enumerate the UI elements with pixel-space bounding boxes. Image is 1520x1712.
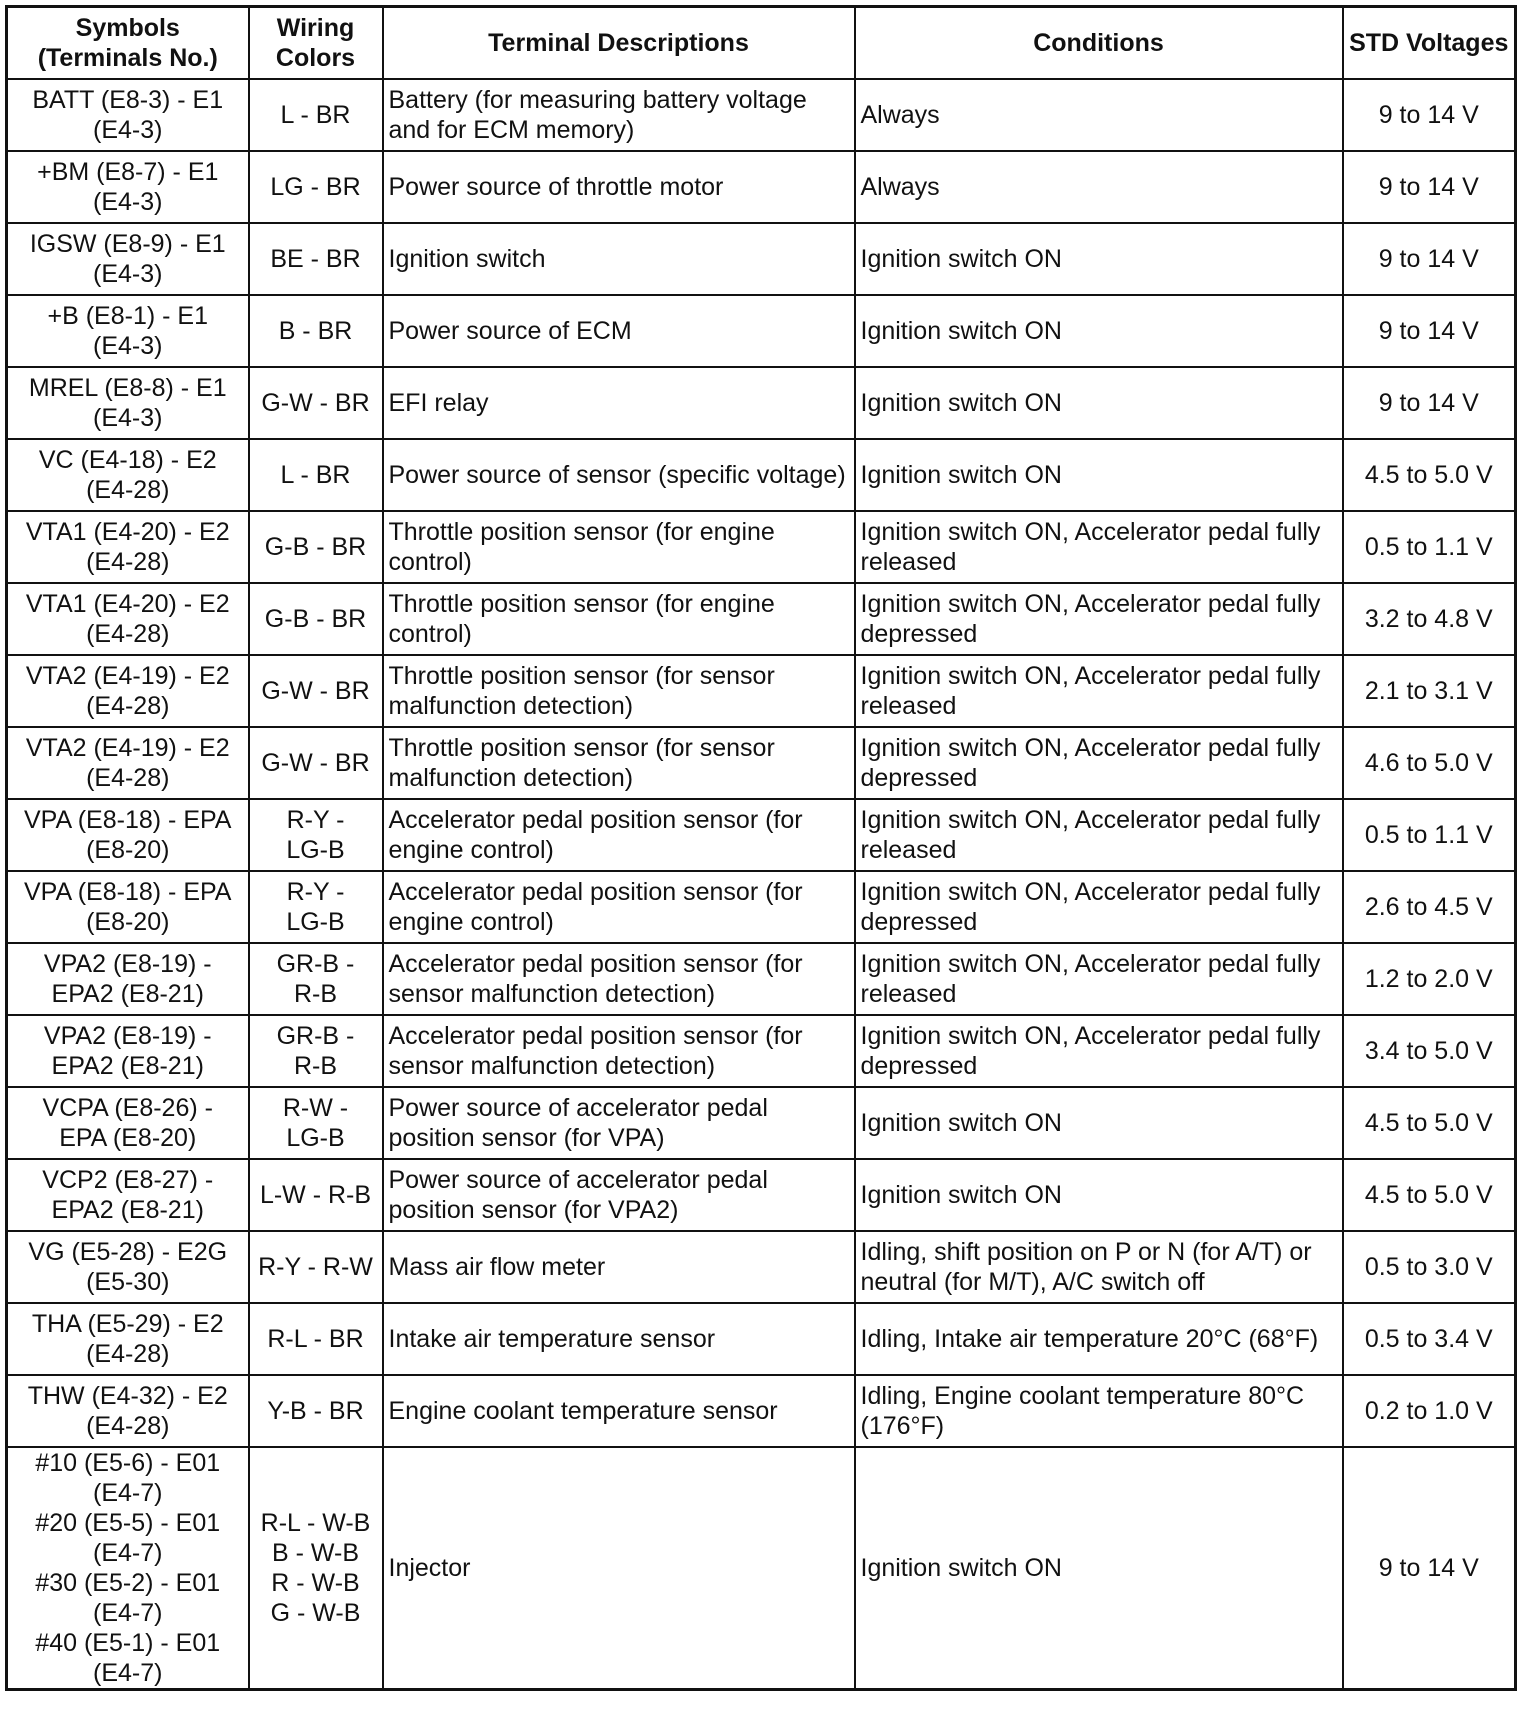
text-line: Ignition switch ON, Accelerator pedal fully xyxy=(860,590,1321,618)
cell-wiring-colors xyxy=(249,511,383,583)
text-line: THA (E5-29) - E2 xyxy=(31,1310,224,1338)
table-row xyxy=(7,943,1516,1015)
text-line: R-B xyxy=(293,980,338,1008)
cell-conditions xyxy=(855,1303,1343,1375)
cell-wiring-colors xyxy=(249,799,383,871)
text-line: (E4-28) xyxy=(86,620,170,648)
cell-symbols xyxy=(7,1447,249,1690)
cell-symbols xyxy=(7,583,249,655)
text-line: R - W-B xyxy=(271,1569,360,1597)
text-line: (E4-28) xyxy=(86,1340,170,1368)
text-line: +BM (E8-7) - E1 xyxy=(37,158,219,186)
text-line: Injector xyxy=(388,1554,471,1582)
table-row xyxy=(7,1375,1516,1447)
table-row xyxy=(7,295,1516,367)
text-line: G-B - BR xyxy=(264,533,367,561)
text-line: Always xyxy=(860,101,940,129)
cell-symbols xyxy=(7,223,249,295)
cell-wiring-colors xyxy=(249,223,383,295)
text-line: #40 (E5-1) - E01 xyxy=(35,1629,221,1657)
ecm-terminal-table xyxy=(5,5,1517,1691)
cell-std-voltage xyxy=(1343,655,1516,727)
text-line: R-Y - xyxy=(286,806,345,834)
text-line: R-L - W-B xyxy=(260,1509,371,1537)
text-line: 4.5 to 5.0 V xyxy=(1364,461,1493,489)
cell-symbols xyxy=(7,1087,249,1159)
cell-symbols xyxy=(7,79,249,151)
table-row xyxy=(7,223,1516,295)
cell-terminal-description xyxy=(383,583,855,655)
text-line: (E4-7) xyxy=(93,1599,163,1627)
text-line: Mass air flow meter xyxy=(388,1253,606,1281)
cell-conditions xyxy=(855,1015,1343,1087)
text-line: GR-B - xyxy=(276,1022,355,1050)
text-line: 9 to 14 V xyxy=(1378,245,1479,273)
cell-std-voltage xyxy=(1343,511,1516,583)
text-line: Throttle position sensor (for sensor xyxy=(388,734,775,762)
text-line: sensor malfunction detection) xyxy=(388,980,716,1008)
cell-symbols xyxy=(7,511,249,583)
cell-conditions xyxy=(855,799,1343,871)
text-line: Ignition switch ON, Accelerator pedal fully xyxy=(860,662,1321,690)
text-line: (E4-28) xyxy=(86,692,170,720)
text-line: malfunction detection) xyxy=(388,764,634,792)
text-line: (176°F) xyxy=(860,1412,945,1440)
cell-symbols xyxy=(7,655,249,727)
text-line: 0.5 to 1.1 V xyxy=(1364,821,1493,849)
cell-terminal-description xyxy=(383,943,855,1015)
text-line: EPA2 (E8-21) xyxy=(51,1196,204,1224)
cell-symbols xyxy=(7,871,249,943)
cell-std-voltage xyxy=(1343,367,1516,439)
table-row xyxy=(7,1447,1516,1690)
text-line: BE - BR xyxy=(270,245,361,273)
cell-conditions xyxy=(855,1231,1343,1303)
text-line: (E4-3) xyxy=(93,332,163,360)
cell-symbols xyxy=(7,439,249,511)
text-line: (E8-20) xyxy=(86,908,170,936)
text-line: VG (E5-28) - E2G xyxy=(28,1238,228,1266)
text-line: Ignition switch ON xyxy=(860,461,1062,489)
cell-wiring-colors xyxy=(249,1447,383,1690)
text-line: G-W - BR xyxy=(261,677,370,705)
text-line: Idling, shift position on P or N (for A/T) or xyxy=(860,1238,1312,1266)
cell-symbols xyxy=(7,1159,249,1231)
cell-std-voltage xyxy=(1343,79,1516,151)
cell-terminal-description xyxy=(383,799,855,871)
text-line: G-W - BR xyxy=(261,389,370,417)
text-line: (Terminals No.) xyxy=(37,44,218,72)
text-line: depressed xyxy=(860,764,978,792)
text-line: 4.5 to 5.0 V xyxy=(1364,1109,1493,1137)
cell-conditions xyxy=(855,1375,1343,1447)
text-line: 9 to 14 V xyxy=(1378,389,1479,417)
text-line: Idling, Intake air temperature 20°C (68°F) xyxy=(860,1325,1319,1353)
text-line: (E4-3) xyxy=(93,260,163,288)
cell-wiring-colors xyxy=(249,79,383,151)
text-line: Ignition switch xyxy=(388,245,546,273)
text-line: (E4-28) xyxy=(86,764,170,792)
text-line: VCPA (E8-26) - xyxy=(42,1094,213,1122)
text-line: Accelerator pedal position sensor (for xyxy=(388,878,803,906)
text-line: (E4-28) xyxy=(86,548,170,576)
text-line: #20 (E5-5) - E01 xyxy=(35,1509,221,1537)
text-line: Ignition switch ON xyxy=(860,245,1062,273)
text-line: Y-B - BR xyxy=(267,1397,364,1425)
cell-wiring-colors xyxy=(249,1303,383,1375)
text-line: sensor malfunction detection) xyxy=(388,1052,716,1080)
text-line: MREL (E8-8) - E1 xyxy=(28,374,227,402)
cell-std-voltage xyxy=(1343,439,1516,511)
cell-symbols xyxy=(7,1231,249,1303)
text-line: L-W - R-B xyxy=(259,1181,372,1209)
cell-terminal-description xyxy=(383,1375,855,1447)
table-row xyxy=(7,439,1516,511)
text-line: (E4-3) xyxy=(93,116,163,144)
text-line: THW (E4-32) - E2 xyxy=(27,1382,228,1410)
table-row xyxy=(7,1303,1516,1375)
header-wiring-colors xyxy=(249,7,383,80)
cell-symbols xyxy=(7,151,249,223)
text-line: VC (E4-18) - E2 xyxy=(38,446,217,474)
text-line: 3.2 to 4.8 V xyxy=(1364,605,1493,633)
text-line: Ignition switch ON, Accelerator pedal fully xyxy=(860,806,1321,834)
text-line: Throttle position sensor (for engine xyxy=(388,518,775,546)
text-line: Ignition switch ON, Accelerator pedal fully xyxy=(860,950,1321,978)
text-line: VTA2 (E4-19) - E2 xyxy=(25,734,230,762)
text-line: Ignition switch ON, Accelerator pedal fully xyxy=(860,734,1321,762)
text-line: 3.4 to 5.0 V xyxy=(1364,1037,1493,1065)
cell-terminal-description xyxy=(383,1303,855,1375)
cell-terminal-description xyxy=(383,727,855,799)
cell-terminal-description xyxy=(383,1087,855,1159)
cell-conditions xyxy=(855,871,1343,943)
text-line: #30 (E5-2) - E01 xyxy=(35,1569,221,1597)
table-row xyxy=(7,367,1516,439)
header-symbols xyxy=(7,7,249,80)
text-line: 0.5 to 3.0 V xyxy=(1364,1253,1493,1281)
text-line: VTA1 (E4-20) - E2 xyxy=(25,518,230,546)
cell-terminal-description xyxy=(383,511,855,583)
text-line: (E4-3) xyxy=(93,188,163,216)
cell-terminal-description xyxy=(383,79,855,151)
cell-wiring-colors xyxy=(249,1015,383,1087)
text-line: depressed xyxy=(860,620,978,648)
cell-terminal-description xyxy=(383,223,855,295)
text-line: (E4-3) xyxy=(93,404,163,432)
text-line: VPA (E8-18) - EPA xyxy=(24,806,232,834)
cell-wiring-colors xyxy=(249,295,383,367)
cell-conditions xyxy=(855,79,1343,151)
text-line: IGSW (E8-9) - E1 xyxy=(29,230,226,258)
text-line: R-B xyxy=(293,1052,338,1080)
text-line: (E4-7) xyxy=(93,1539,163,1567)
text-line: L - BR xyxy=(280,101,351,129)
cell-std-voltage xyxy=(1343,871,1516,943)
text-line: 2.1 to 3.1 V xyxy=(1364,677,1493,705)
cell-wiring-colors xyxy=(249,151,383,223)
text-line: and for ECM memory) xyxy=(388,116,635,144)
text-line: Ignition switch ON xyxy=(860,1181,1062,1209)
table-row xyxy=(7,1159,1516,1231)
text-line: 0.5 to 3.4 V xyxy=(1364,1325,1493,1353)
text-line: Throttle position sensor (for sensor xyxy=(388,662,775,690)
cell-terminal-description xyxy=(383,151,855,223)
text-line: EPA (E8-20) xyxy=(59,1124,197,1152)
text-line: Engine coolant temperature sensor xyxy=(388,1397,778,1425)
text-line: depressed xyxy=(860,908,978,936)
header-terminal-descriptions xyxy=(383,7,855,80)
table-row xyxy=(7,727,1516,799)
cell-std-voltage xyxy=(1343,1447,1516,1690)
cell-wiring-colors xyxy=(249,727,383,799)
cell-conditions xyxy=(855,583,1343,655)
cell-conditions xyxy=(855,1087,1343,1159)
cell-conditions xyxy=(855,511,1343,583)
text-line: VPA (E8-18) - EPA xyxy=(24,878,232,906)
text-line: BATT (E8-3) - E1 xyxy=(32,86,224,114)
cell-wiring-colors xyxy=(249,1159,383,1231)
text-line: (E4-28) xyxy=(86,476,170,504)
table-body xyxy=(7,79,1516,1690)
text-line: Terminal Descriptions xyxy=(488,29,749,57)
cell-terminal-description xyxy=(383,871,855,943)
text-line: G-W - BR xyxy=(261,749,370,777)
text-line: VTA1 (E4-20) - E2 xyxy=(25,590,230,618)
cell-std-voltage xyxy=(1343,151,1516,223)
cell-terminal-description xyxy=(383,367,855,439)
text-line: 9 to 14 V xyxy=(1378,1554,1479,1582)
table-row xyxy=(7,1231,1516,1303)
text-line: R-W - xyxy=(282,1094,349,1122)
text-line: STD Voltages xyxy=(1349,29,1509,57)
cell-wiring-colors xyxy=(249,1231,383,1303)
text-line: (E8-20) xyxy=(86,836,170,864)
cell-symbols xyxy=(7,1015,249,1087)
cell-terminal-description xyxy=(383,295,855,367)
cell-std-voltage xyxy=(1343,295,1516,367)
text-line: EPA2 (E8-21) xyxy=(51,1052,204,1080)
cell-std-voltage xyxy=(1343,583,1516,655)
cell-conditions xyxy=(855,655,1343,727)
text-line: 4.6 to 5.0 V xyxy=(1364,749,1493,777)
cell-symbols xyxy=(7,1375,249,1447)
text-line: VPA2 (E8-19) - xyxy=(43,950,212,978)
table-row xyxy=(7,1087,1516,1159)
table-row xyxy=(7,655,1516,727)
cell-symbols xyxy=(7,799,249,871)
text-line: Accelerator pedal position sensor (for xyxy=(388,950,803,978)
cell-std-voltage xyxy=(1343,799,1516,871)
terminal-table-page xyxy=(5,5,1517,1691)
cell-std-voltage xyxy=(1343,727,1516,799)
header-conditions xyxy=(855,7,1343,80)
cell-terminal-description xyxy=(383,655,855,727)
text-line: G - W-B xyxy=(270,1599,361,1627)
cell-std-voltage xyxy=(1343,1303,1516,1375)
table-row xyxy=(7,79,1516,151)
text-line: G-B - BR xyxy=(264,605,367,633)
text-line: engine control) xyxy=(388,836,554,864)
text-line: LG-B xyxy=(286,836,345,864)
cell-terminal-description xyxy=(383,1231,855,1303)
table-row xyxy=(7,583,1516,655)
table-row xyxy=(7,1015,1516,1087)
text-line: GR-B - xyxy=(276,950,355,978)
header-row xyxy=(7,7,1516,80)
text-line: Ignition switch ON, Accelerator pedal fully xyxy=(860,518,1321,546)
cell-conditions xyxy=(855,943,1343,1015)
cell-terminal-description xyxy=(383,1447,855,1690)
text-line: Ignition switch ON xyxy=(860,1554,1062,1582)
cell-symbols xyxy=(7,1303,249,1375)
text-line: Accelerator pedal position sensor (for xyxy=(388,1022,803,1050)
cell-conditions xyxy=(855,295,1343,367)
text-line: R-Y - R-W xyxy=(258,1253,373,1281)
text-line: (E4-7) xyxy=(93,1659,163,1687)
text-line: Conditions xyxy=(1033,29,1164,57)
text-line: EPA2 (E8-21) xyxy=(51,980,204,1008)
cell-std-voltage xyxy=(1343,1159,1516,1231)
cell-symbols xyxy=(7,727,249,799)
text-line: Idling, Engine coolant temperature 80°C xyxy=(860,1382,1305,1410)
cell-std-voltage xyxy=(1343,1231,1516,1303)
cell-terminal-description xyxy=(383,439,855,511)
text-line: Power source of ECM xyxy=(388,317,632,345)
text-line: control) xyxy=(388,620,472,648)
text-line: Ignition switch ON, Accelerator pedal fully xyxy=(860,1022,1321,1050)
text-line: EFI relay xyxy=(388,389,489,417)
text-line: Power source of accelerator pedal xyxy=(388,1166,768,1194)
text-line: Ignition switch ON xyxy=(860,389,1062,417)
text-line: VTA2 (E4-19) - E2 xyxy=(25,662,230,690)
text-line: released xyxy=(860,980,957,1008)
cell-conditions xyxy=(855,727,1343,799)
text-line: Wiring xyxy=(276,14,355,42)
text-line: LG-B xyxy=(286,908,345,936)
text-line: 9 to 14 V xyxy=(1378,101,1479,129)
cell-std-voltage xyxy=(1343,223,1516,295)
cell-symbols xyxy=(7,367,249,439)
text-line: Battery (for measuring battery voltage xyxy=(388,86,807,114)
cell-wiring-colors xyxy=(249,583,383,655)
table-row xyxy=(7,511,1516,583)
cell-std-voltage xyxy=(1343,1375,1516,1447)
cell-std-voltage xyxy=(1343,1087,1516,1159)
text-line: LG-B xyxy=(286,1124,345,1152)
text-line: R-L - BR xyxy=(267,1325,364,1353)
text-line: Throttle position sensor (for engine xyxy=(388,590,775,618)
text-line: L - BR xyxy=(280,461,351,489)
cell-wiring-colors xyxy=(249,367,383,439)
text-line: Power source of accelerator pedal xyxy=(388,1094,768,1122)
table-row xyxy=(7,799,1516,871)
cell-wiring-colors xyxy=(249,871,383,943)
text-line: depressed xyxy=(860,1052,978,1080)
text-line: released xyxy=(860,692,957,720)
text-line: malfunction detection) xyxy=(388,692,634,720)
text-line: 0.5 to 1.1 V xyxy=(1364,533,1493,561)
cell-wiring-colors xyxy=(249,1375,383,1447)
text-line: 1.2 to 2.0 V xyxy=(1364,965,1493,993)
text-line: (E4-28) xyxy=(86,1412,170,1440)
text-line: R-Y - xyxy=(286,878,345,906)
cell-symbols xyxy=(7,943,249,1015)
text-line: Power source of throttle motor xyxy=(388,173,724,201)
table-row xyxy=(7,871,1516,943)
text-line: B - BR xyxy=(278,317,353,345)
text-line: #10 (E5-6) - E01 xyxy=(35,1449,221,1477)
text-line: VPA2 (E8-19) - xyxy=(43,1022,212,1050)
text-line: B - W-B xyxy=(271,1539,360,1567)
cell-conditions xyxy=(855,1447,1343,1690)
text-line: position sensor (for VPA) xyxy=(388,1124,665,1152)
cell-wiring-colors xyxy=(249,439,383,511)
text-line: 0.2 to 1.0 V xyxy=(1364,1397,1493,1425)
text-line: neutral (for M/T), A/C switch off xyxy=(860,1268,1205,1296)
text-line: Symbols xyxy=(75,14,180,42)
cell-conditions xyxy=(855,1159,1343,1231)
text-line: Power source of sensor (specific voltage) xyxy=(388,461,846,489)
text-line: 2.6 to 4.5 V xyxy=(1364,893,1493,921)
header-std-voltages xyxy=(1343,7,1516,80)
cell-wiring-colors xyxy=(249,1087,383,1159)
cell-wiring-colors xyxy=(249,655,383,727)
cell-wiring-colors xyxy=(249,943,383,1015)
text-line: Ignition switch ON, Accelerator pedal fully xyxy=(860,878,1321,906)
cell-terminal-description xyxy=(383,1015,855,1087)
text-line: 9 to 14 V xyxy=(1378,173,1479,201)
text-line: engine control) xyxy=(388,908,554,936)
text-line: +B (E8-1) - E1 xyxy=(47,302,208,330)
text-line: released xyxy=(860,548,957,576)
text-line: LG - BR xyxy=(270,173,361,201)
cell-conditions xyxy=(855,151,1343,223)
cell-std-voltage xyxy=(1343,943,1516,1015)
text-line: VCP2 (E8-27) - xyxy=(42,1166,214,1194)
cell-conditions xyxy=(855,223,1343,295)
cell-symbols xyxy=(7,295,249,367)
text-line: Ignition switch ON xyxy=(860,317,1062,345)
cell-conditions xyxy=(855,439,1343,511)
text-line: 4.5 to 5.0 V xyxy=(1364,1181,1493,1209)
cell-conditions xyxy=(855,367,1343,439)
text-line: Colors xyxy=(275,44,356,72)
text-line: position sensor (for VPA2) xyxy=(388,1196,679,1224)
cell-std-voltage xyxy=(1343,1015,1516,1087)
cell-terminal-description xyxy=(383,1159,855,1231)
table-row xyxy=(7,151,1516,223)
text-line: Intake air temperature sensor xyxy=(388,1325,716,1353)
text-line: (E5-30) xyxy=(86,1268,170,1296)
text-line: Ignition switch ON xyxy=(860,1109,1062,1137)
text-line: Accelerator pedal position sensor (for xyxy=(388,806,803,834)
text-line: (E4-7) xyxy=(93,1479,163,1507)
text-line: Always xyxy=(860,173,940,201)
text-line: control) xyxy=(388,548,472,576)
text-line: released xyxy=(860,836,957,864)
text-line: 9 to 14 V xyxy=(1378,317,1479,345)
